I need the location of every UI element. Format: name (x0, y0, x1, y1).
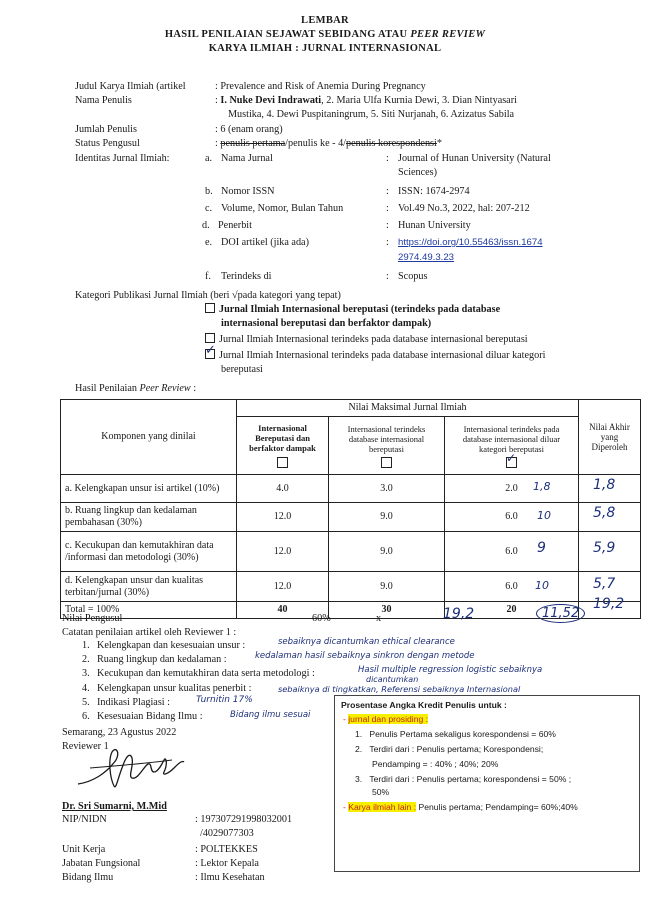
journal-e-colon: : (386, 237, 389, 248)
doi-link[interactable]: https://doi.org/10.55463/issn.1674 (398, 237, 543, 248)
journal-b-key: b. (205, 186, 213, 197)
credit-bullet-2: - (343, 802, 349, 812)
status-selected: /penulis ke - 4/ (285, 138, 347, 149)
checkbox-reputable[interactable] (205, 333, 215, 343)
row-d-v3: 6.0 (505, 580, 518, 592)
row-a-v3-cell (445, 475, 579, 503)
table-row (61, 532, 641, 572)
journal-b-label: Nomor ISSN (221, 186, 275, 197)
header-subtitle-text: HASIL PENILAIAN SEJAWAT SEBIDANG ATAU (164, 29, 411, 40)
pengusul-pct: 60% (312, 613, 331, 624)
status-value: : penulis pertama/penulis ke - 4/penulis korespondensi* (215, 138, 442, 149)
journal-f-label: Terindeks di (221, 271, 272, 282)
catatan-ink-3: Hasil multiple regression logistic sebaiknya (358, 665, 543, 675)
credit-section-2 (343, 801, 639, 813)
review-score-table (60, 399, 641, 619)
total-v2: 30 (329, 602, 445, 619)
row-b-v3-cell (445, 503, 579, 532)
header-subtitle (0, 29, 650, 40)
row-c-v3: 6.0 (505, 545, 518, 557)
catatan-ink-4-top: dicantumkan (366, 675, 419, 684)
row-b-final-cell (579, 503, 641, 532)
penulis-value: : I. Nuke Devi Indrawati, 2. Maria Ulfa Kurnia Dewi, 3. Dian Nintyasari (215, 95, 517, 106)
table-row (61, 572, 641, 602)
journal-f-value: Scopus (398, 271, 428, 282)
hasil-label-italic: Peer Review (139, 383, 191, 394)
row-c-v3-cell (445, 532, 579, 572)
checkbox-non-reputable[interactable] (205, 343, 216, 359)
header-subtitle-italic: PEER REVIEW (410, 29, 486, 40)
catatan-label-3: Kecukupan dan kemutakhiran data serta metodologi : (97, 668, 315, 679)
row-c-v1: 12.0 (237, 532, 329, 572)
row-a-v2: 3.0 (329, 475, 445, 503)
header-category: KARYA ILMIAH : JURNAL INTERNASIONAL (208, 43, 442, 54)
header-title: LEMBAR (301, 15, 349, 26)
journal-e-key: e. (205, 237, 213, 248)
kategori-option-2-text: Jurnal Ilmiah Internasional terindeks pada database internasional bereputasi (219, 334, 528, 345)
catatan-label-4: Kelengkapan unsur kualitas penerbit : (97, 683, 252, 694)
nilai-maks-header: Nilai Maksimal Jurnal Ilmiah (237, 400, 579, 417)
credit-item-2: 2. Terdiri dari : Penulis pertama; Korespondensi; (355, 744, 544, 754)
bidang-value: : Ilmu Kesehatan (195, 872, 265, 883)
check-mark-icon: ✓ (205, 343, 216, 358)
catatan-title: Catatan penilaian artikel oleh Reviewer 1 : (62, 627, 237, 638)
komponen-header: Komponen yang dinilai (61, 400, 237, 475)
journal-a-value: Journal of Hunan University (Natural (398, 153, 551, 164)
catatan-no-3: 3. (82, 668, 90, 679)
penulis-value-line2: Mustika, 4. Dewi Puspitaningrum, 5. Siti Nurjanah, 6. Azizatus Sabila (228, 109, 515, 120)
row-d-label: d. Kelengkapan unsur dan kualitas terbitan/jurnal (30%) (61, 572, 237, 602)
table-row (61, 503, 641, 532)
journal-b-value: ISSN: 1674-2974 (398, 186, 470, 197)
row-a-ink: 1,8 (533, 480, 551, 493)
row-c-final-cell (579, 532, 641, 572)
nip-value-line2: /4029077303 (200, 828, 254, 839)
unit-value: : POLTEKKES (195, 844, 258, 855)
col-non-reputable-label: Internasional terindeks pada database internasional diluar kategori bereputasi (462, 423, 561, 454)
col-reputable (329, 417, 445, 475)
col-reputable-label: Internasional terindeks database internasional bereputasi (347, 423, 426, 454)
total-final-cell (579, 596, 641, 619)
catatan-no-5: 5. (82, 697, 90, 708)
jumlah-label: Jumlah Penulis (75, 124, 137, 135)
col3-checkbox[interactable] (506, 450, 517, 468)
row-b-v3: 6.0 (505, 511, 518, 522)
jabatan-value: : Lektor Kepala (195, 858, 259, 869)
nip-label: NIP/NIDN (62, 814, 107, 825)
journal-b-colon: : (386, 186, 389, 197)
kategori-option-3 (205, 343, 546, 363)
sign-reviewer: Reviewer 1 (62, 741, 109, 752)
catatan-no-2: 2. (82, 654, 90, 665)
row-d-v2: 9.0 (329, 572, 445, 602)
row-d-v3-cell (445, 572, 579, 602)
row-a-v3: 2.0 (505, 482, 518, 494)
credit-item-1-text: Penulis Pertama sekaligus korespondensi = 60% (369, 729, 556, 739)
total-v1: 40 (237, 602, 329, 619)
jumlah-value: : 6 (enam orang) (215, 124, 283, 135)
row-d-v1: 12.0 (237, 572, 329, 602)
row-d-final: 5,7 (593, 576, 616, 592)
catatan-ink-6: Bidang ilmu sesuai (230, 710, 311, 720)
journal-a-value2: Sciences) (398, 167, 438, 178)
catatan-no-6: 6. (82, 711, 90, 722)
total-label: Total = 100% (61, 602, 237, 619)
row-d-ink: 10 (535, 579, 549, 592)
col-reputable-impact (237, 417, 329, 475)
catatan-ink-1: sebaiknya dicantumkan ethical clearance (278, 637, 455, 647)
catatan-label-2: Ruang lingkup dan kedalaman : (97, 654, 227, 665)
catatan-no-4: 4. (82, 683, 90, 694)
checkbox-reputable-impact[interactable] (205, 303, 215, 313)
row-c-final: 5,9 (593, 540, 616, 556)
credit-section-1 (343, 713, 639, 725)
pengusul-x: x (376, 613, 382, 624)
status-strike-first: penulis pertama (220, 138, 286, 149)
penulis-first: I. Nuke Devi Indrawati (220, 95, 322, 106)
catatan-ink-5: Turnitin 17% (196, 695, 253, 705)
col1-checkbox[interactable] (277, 457, 288, 468)
status-strike-corr: penulis korespondensi (346, 138, 437, 149)
journal-d-value: Hunan University (398, 220, 471, 231)
catatan-label-1: Kelengkapan dan kesesuaian unsur : (97, 640, 246, 651)
kategori-option-1 (205, 303, 500, 317)
row-a-v1: 4.0 (237, 475, 329, 503)
kategori-label: Kategori Publikasi Jurnal Ilmiah (beri √pada kategori yang tepat) (75, 290, 341, 301)
credit-item-1: 1. Penulis Pertama sekaligus korespondensi = 60% (355, 729, 556, 739)
row-b-v1: 12.0 (237, 503, 329, 532)
catatan-label-6: Kesesuaian Bidang Ilmu : (97, 711, 203, 722)
credit-section-1-label: jurnal dan prosiding : (348, 714, 429, 724)
status-tail: * (436, 138, 442, 149)
kategori-option-1-text: Jurnal Ilmiah Internasional bereputasi (terindeks pada database (219, 304, 501, 315)
bidang-label: Bidang Ilmu (62, 872, 114, 883)
row-b-ink: 10 (537, 509, 551, 522)
identitas-label: Identitas Jurnal Ilmiah: (75, 153, 170, 164)
reviewer-name: Dr. Sri Sumarni, M.Mid (62, 801, 167, 812)
credit-percentage-box (334, 695, 640, 872)
journal-c-colon: : (386, 203, 389, 214)
journal-a-key: a. (205, 153, 213, 164)
credit-item-3: 3. Terdiri dari : Penulis pertama; korespondensi = 50% ; (355, 774, 572, 784)
unit-label: Unit Kerja (62, 844, 106, 855)
journal-d-label: Penerbit (218, 220, 252, 231)
journal-c-key: c. (205, 203, 213, 214)
hasil-label (75, 382, 196, 396)
pengusul-ink-2: 11,52 (536, 604, 585, 623)
pengusul-ink-1: 19,2 (443, 606, 475, 622)
journal-c-label: Volume, Nomor, Bulan Tahun (221, 203, 344, 214)
journal-e-label: DOI artikel (jika ada) (221, 237, 309, 248)
journal-f-key: f. (205, 271, 211, 282)
kategori-option-3-line2: bereputasi (221, 364, 263, 375)
signature-image (72, 738, 192, 794)
credit-section-2-text: Penulis pertama; Pendamping= 60%;40% (416, 802, 578, 812)
journal-f-colon: : (386, 271, 389, 282)
total-final: 19,2 (593, 596, 625, 612)
jabatan-label: Jabatan Fungsional (62, 858, 141, 869)
pengusul-label: Nilai Pengusul (62, 613, 123, 624)
credit-item-2b: Pendamping = : 40% ; 40%; 20% (372, 759, 499, 769)
credit-bullet-1: - (343, 714, 349, 724)
col2-checkbox[interactable] (381, 457, 392, 468)
row-b-label: b. Ruang lingkup dan kedalaman pembahasan (30%) (61, 503, 237, 532)
table-row (61, 475, 641, 503)
row-b-final: 5,8 (593, 505, 616, 521)
status-label: Status Pengusul (75, 138, 140, 149)
hasil-label-colon: : (190, 383, 197, 394)
col3-check-icon: ✓ (506, 450, 517, 465)
kategori-option-3-text: Jurnal Ilmiah Internasional terindeks pada database internasional diluar kategori (219, 350, 546, 361)
judul-value: : Prevalence and Risk of Anemia During Pregnancy (215, 81, 426, 92)
hasil-label-text: Hasil Penilaian (75, 383, 140, 394)
penulis-rest: , 2. Maria Ulfa Kurnia Dewi, 3. Dian Nintyasari (321, 95, 517, 106)
nip-value: : 197307291998032001 (195, 814, 293, 825)
catatan-ink-4: sebaiknya di tingkatkan, Referensi sebaiknya Internasional (278, 684, 521, 694)
journal-a-label: Nama Jurnal (221, 153, 273, 164)
judul-label: Judul Karya Ilmiah (artikel (75, 81, 186, 92)
journal-d-colon: : (386, 220, 389, 231)
doi-link-line2[interactable]: 2974.49.3.23 (398, 252, 455, 263)
col-non-reputable (445, 417, 579, 475)
credit-title: Prosentase Angka Kredit Penulis untuk : (341, 700, 507, 710)
penulis-label: Nama Penulis (75, 95, 132, 106)
catatan-label-5: Indikasi Plagiasi : (97, 697, 171, 708)
total-v3: 20 (445, 602, 579, 619)
journal-c-value: Vol.49 No.3, 2022, hal: 207-212 (398, 203, 530, 214)
col-reputable-impact-label: Internasional Bereputasi dan berfaktor dampak (249, 423, 316, 453)
catatan-ink-2: kedalaman hasil sebaiknya sinkron dengan metode (255, 651, 475, 661)
journal-a-colon: : (386, 153, 389, 164)
kategori-option-2 (205, 333, 528, 347)
row-a-label: a. Kelengkapan unsur isi artikel (10%) (61, 475, 237, 503)
row-c-label: c. Kecukupan dan kemutakhiran data /informasi dan metodologi (30%) (61, 532, 237, 572)
nilai-akhir-header: Nilai Akhir yang Diperoleh (579, 400, 641, 475)
row-a-final-cell (579, 475, 641, 503)
sign-date: Semarang, 23 Agustus 2022 (62, 727, 177, 738)
kategori-option-1-line2: internasional bereputasi dan berfaktor dampak) (221, 318, 432, 329)
credit-section-2-label: Karya ilmiah lain : (348, 802, 417, 812)
row-b-v2: 9.0 (329, 503, 445, 532)
journal-d-key: d. (202, 220, 210, 231)
credit-item-2-text: Terdiri dari : Penulis pertama; Korespondensi; (369, 744, 544, 754)
catatan-no-1: 1. (82, 640, 90, 651)
credit-item-3b: 50% (372, 787, 390, 797)
credit-item-3-text: Terdiri dari : Penulis pertama; korespondensi = 50% ; (369, 774, 572, 784)
row-a-final: 1,8 (593, 477, 616, 493)
row-c-v2: 9.0 (329, 532, 445, 572)
row-c-ink: 9 (537, 540, 546, 556)
